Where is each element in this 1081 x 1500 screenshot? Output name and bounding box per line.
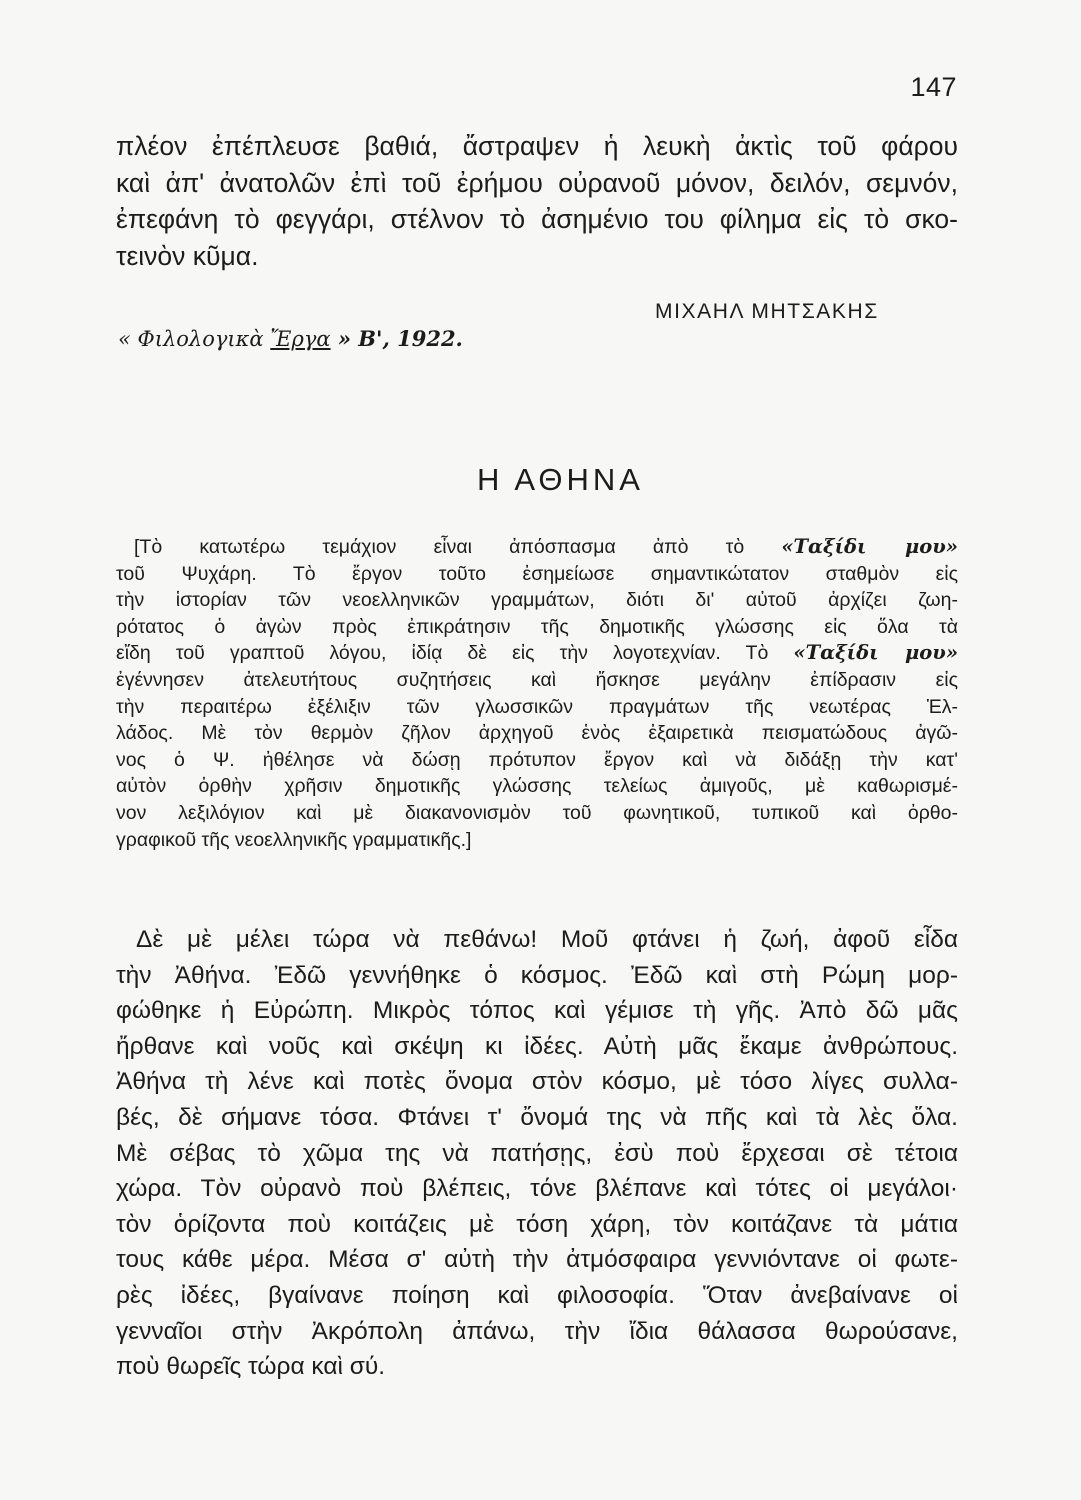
- source-citation: [118, 326, 463, 351]
- text-line: τεινὸν κῦμα.: [116, 240, 259, 271]
- text-line: Δὲ μὲ μέλει τώρα νὰ πεθάνω! Μοῦ φτάνει ἡ ζωή, ἀφοῦ εἶδα: [136, 926, 958, 953]
- note-line: γραφικοῦ τῆς νεοελληνικῆς γραμματικῆς.]: [116, 828, 472, 851]
- note-line: ἐγέννησεν ἀτελευτήτους συζητήσεις καὶ ἤσκησε μεγάλην ἐπίδρασιν εἰς: [116, 668, 958, 691]
- note-line: τὴν περαιτέρω ἐξέλιξιν τῶν γλωσσικῶν πραγμάτων τῆς νεωτέρας Ἑλ-: [116, 695, 958, 718]
- source-part: « Φιλολογικὰ: [118, 327, 271, 351]
- note-line: ρότατος ὁ ἀγὼν πρὸς ἐπικράτησιν τῆς δημοτικῆς γλώσσης εἰς ὅλα τὰ: [116, 615, 958, 638]
- note-line: [116, 534, 958, 561]
- note-line: νον λεξιλόγιον καὶ μὲ διακανονισμὸν τοῦ φωνητικοῦ, τυπικοῦ καὶ ὀρθο-: [116, 801, 958, 824]
- book-title: «Ταξίδι μου»: [793, 641, 959, 665]
- note-line: τοῦ Ψυχάρη. Τὸ ἔργον τοῦτο ἐσημείωσε σημαντικώτατον σταθμὸν εἰς: [116, 562, 958, 585]
- text-line: Μὲ σέβας τὸ χῶμα της νὰ πατήσῃς, ἐσὺ ποὺ ἔρχεσαι σὲ τέτοια: [116, 1139, 958, 1167]
- intro-note: [116, 534, 958, 853]
- page-number: 147: [910, 72, 957, 102]
- text-line: χώρα. Τὸν οὐρανὸ ποὺ βλέπεις, τόνε βλέπανε καὶ τότες οἱ μεγάλοι·: [116, 1175, 958, 1203]
- book-title: «Ταξίδι μου»: [781, 535, 958, 558]
- text-line: καὶ ἀπ' ἀνατολῶν ἐπὶ τοῦ ἐρήμου οὐρανοῦ μόνον, δειλόν, σεμνόν,: [116, 167, 958, 198]
- text-line: ἐπεφάνη τὸ φεγγάρι, στέλνον τὸ ἀσημένιο του φίλημα εἰς τὸ σκο-: [116, 204, 958, 234]
- text-line: τὸν ὁρίζοντα ποὺ κοιτάζεις μὲ τόση χάρη, τὸν κοιτάζανε τὰ μάτια: [116, 1210, 958, 1238]
- text-line: τους κάθε μέρα. Μέσα σ' αὐτὴ τὴν ἀτμόσφαιρα γεννιόντανε οἱ φωτε-: [116, 1246, 958, 1274]
- note-line: νος ὁ Ψ. ἠθέλησε νὰ δώσῃ πρότυπον ἔργον καὶ νὰ διδάξῃ τὴν κατ': [116, 748, 958, 771]
- note-line: τὴν ἱστορίαν τῶν νεοελληνικῶν γραμμάτων, διότι δι' αὐτοῦ ἀρχίζει ζωη-: [116, 589, 958, 612]
- note-line: λάδος. Μὲ τὸν θερμὸν ζῆλον ἀρχηγοῦ ἑνὸς ἐξαιρετικὰ πεισματώδους ἀγῶ-: [116, 722, 958, 745]
- note-text: [Τὸ κατωτέρω τεμάχιον εἶναι ἀπόσπασμα ἀπὸ τὸ: [134, 536, 782, 558]
- text-line: Ἀθήνα τὴ λένε καὶ ποτὲς ὄνομα στὸν κόσμο, μὲ τόσο λίγες συλλα-: [116, 1068, 958, 1096]
- author-name: ΜΙΧΑΗΛ ΜΗΤΣΑΚΗΣ: [655, 300, 879, 323]
- text-line: ρὲς ἰδέες, βγαίνανε ποίηση καὶ φιλοσοφία. Ὅταν ἀνεβαίνανε οἱ: [116, 1281, 958, 1309]
- source-part: » Β', 1922.: [330, 326, 463, 351]
- text-line: πλέον ἐπέπλευσε βαθιά, ἄστραψεν ἡ λευκὴ ἀκτὶς τοῦ φάρου: [116, 131, 958, 161]
- note-line: αὐτὸν ὀρθὴν χρῆσιν δημοτικῆς γλώσσης τελείως ἀμιγοῦς, μὲ καθωρισμέ-: [116, 775, 958, 798]
- note-text: εἴδη τοῦ γραπτοῦ λόγου, ἰδίᾳ δὲ εἰς τὴν λογοτεχνίαν. Τὸ: [116, 642, 794, 665]
- note-line: [116, 640, 958, 667]
- text-line: γενναῖοι στὴν Ἀκρόπολη ἀπάνω, τὴν ἴδια θάλασσα θωρούσανε,: [116, 1317, 958, 1345]
- section-title: Η ΑΘΗΝΑ: [477, 462, 644, 497]
- text-line: ποὺ θωρεῖς τώρα καὶ σύ.: [116, 1353, 386, 1381]
- text-line: ἤρθανε καὶ νοῦς καὶ σκέψη κι ἰδέες. Αὐτὴ μᾶς ἔκαμε ἀνθρώπους.: [116, 1032, 958, 1060]
- text-line: τὴν Ἀθήνα. Ἐδῶ γεννήθηκε ὁ κόσμος. Ἐδῶ καὶ στὴ Ρώμη μορ-: [116, 961, 958, 989]
- previous-paragraph: [116, 128, 958, 274]
- source-part: Ἔργα: [270, 327, 331, 351]
- text-line: βές, δὲ σήμανε τόσα. Φτάνει τ' ὄνομά της νὰ πῆς καὶ τὰ λὲς ὅλα.: [116, 1103, 958, 1131]
- text-line: φώθηκε ἡ Εὐρώπη. Μικρὸς τόπος καὶ γέμισε τὴ γῆς. Ἀπὸ δῶ μᾶς: [116, 997, 958, 1025]
- main-text: [116, 922, 958, 1385]
